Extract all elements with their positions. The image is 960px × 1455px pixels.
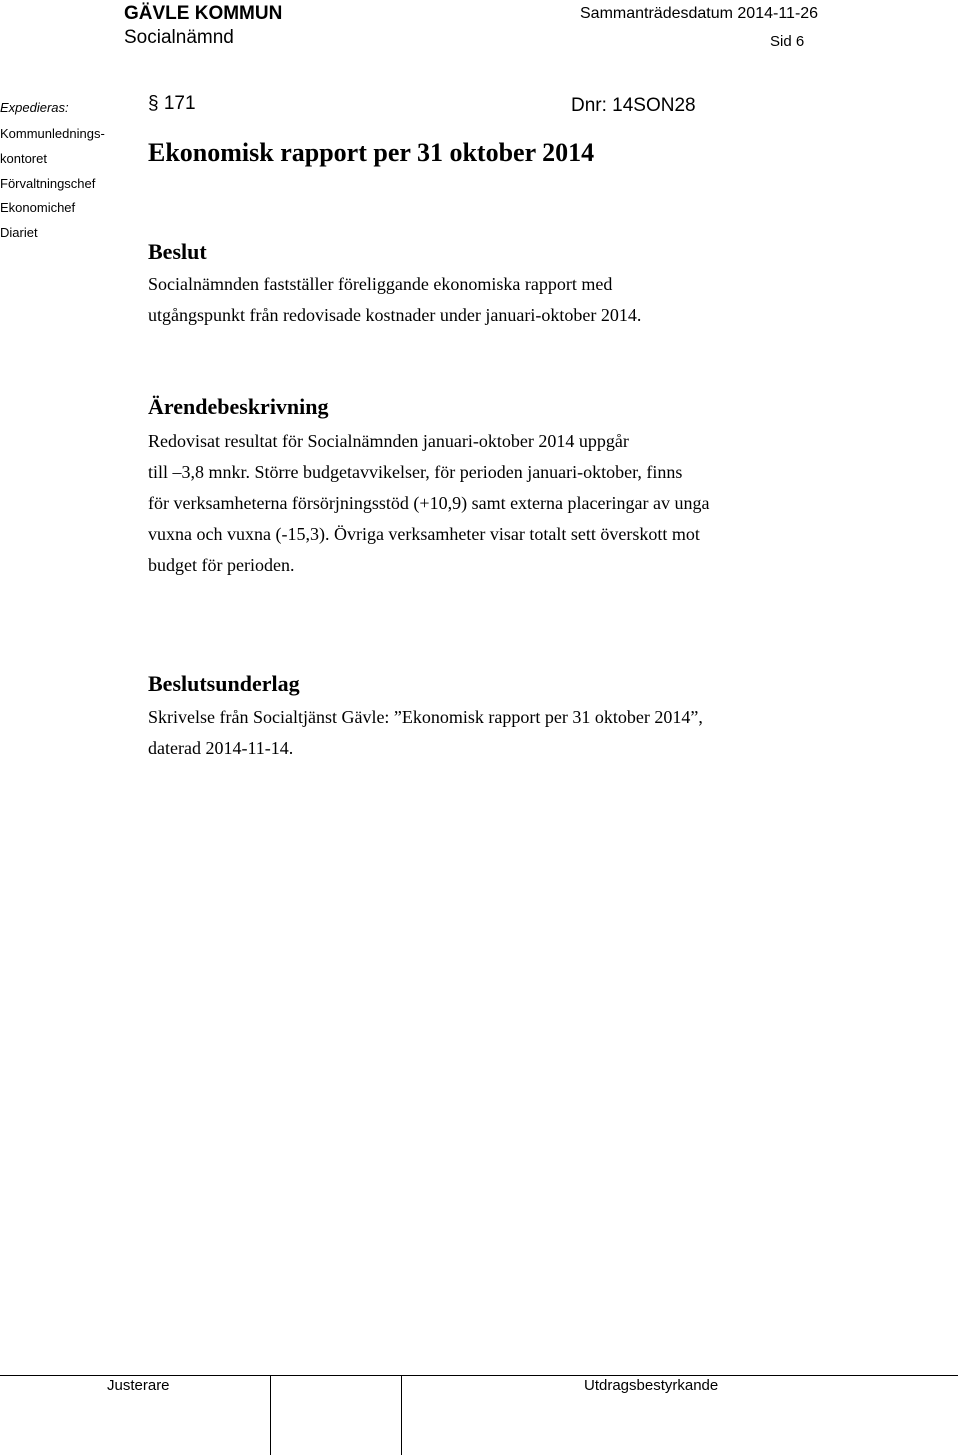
footer-box-divider bbox=[270, 1375, 271, 1455]
decision-text bbox=[148, 269, 828, 331]
utdragsbestyrkande-label: Utdragsbestyrkande bbox=[584, 1377, 719, 1394]
distribution-item: Ekonomichef bbox=[0, 200, 76, 215]
text-line: till –3,8 mnkr. Större budgetavvikelser, för perioden januari-oktober, finns bbox=[148, 462, 683, 482]
text-line: daterad 2014-11-14. bbox=[148, 738, 294, 758]
meeting-date: Sammanträdesdatum 2014-11-26 bbox=[580, 5, 819, 22]
text-line: budget för perioden. bbox=[148, 555, 295, 575]
distribution-item: kontoret bbox=[0, 151, 47, 166]
description-heading: Ärendebeskrivning bbox=[148, 394, 329, 419]
description-text bbox=[148, 426, 828, 581]
distribution-item: Diariet bbox=[0, 225, 38, 240]
text-line: för verksamheterna försörjningsstöd (+10,9) samt externa placeringar av unga bbox=[148, 493, 710, 513]
case-number bbox=[148, 93, 196, 115]
section-symbol: § bbox=[148, 93, 159, 114]
distribution-label: Expedieras: bbox=[0, 100, 69, 115]
text-line: Socialnämnden fastställer föreliggande ekonomiska rapport med bbox=[148, 274, 613, 294]
decision-heading: Beslut bbox=[148, 239, 207, 264]
text-line: Redovisat resultat för Socialnämnden januari-oktober 2014 uppgår bbox=[148, 431, 629, 451]
footer-box-divider bbox=[401, 1375, 402, 1455]
department-name: Socialnämnd bbox=[124, 27, 234, 48]
organization-name: GÄVLE KOMMUN bbox=[124, 3, 283, 24]
basis-text bbox=[148, 702, 828, 764]
page-number: Sid 6 bbox=[770, 33, 805, 50]
page-title: Ekonomisk rapport per 31 oktober 2014 bbox=[148, 138, 595, 167]
justerare-label: Justerare bbox=[107, 1377, 170, 1394]
text-line: Skrivelse från Socialtjänst Gävle: ”Ekonomisk rapport per 31 oktober 2014”, bbox=[148, 707, 703, 727]
footer-divider bbox=[0, 1375, 958, 1376]
basis-heading: Beslutsunderlag bbox=[148, 671, 300, 696]
distribution-item: Kommunlednings- bbox=[0, 126, 105, 141]
diary-number: Dnr: 14SON28 bbox=[571, 95, 696, 116]
text-line: vuxna och vuxna (-15,3). Övriga verksamheter visar totalt sett överskott mot bbox=[148, 524, 700, 544]
distribution-item: Förvaltningschef bbox=[0, 176, 96, 191]
section-number: 171 bbox=[163, 93, 196, 114]
text-line: utgångspunkt från redovisade kostnader under januari-oktober 2014. bbox=[148, 305, 642, 325]
